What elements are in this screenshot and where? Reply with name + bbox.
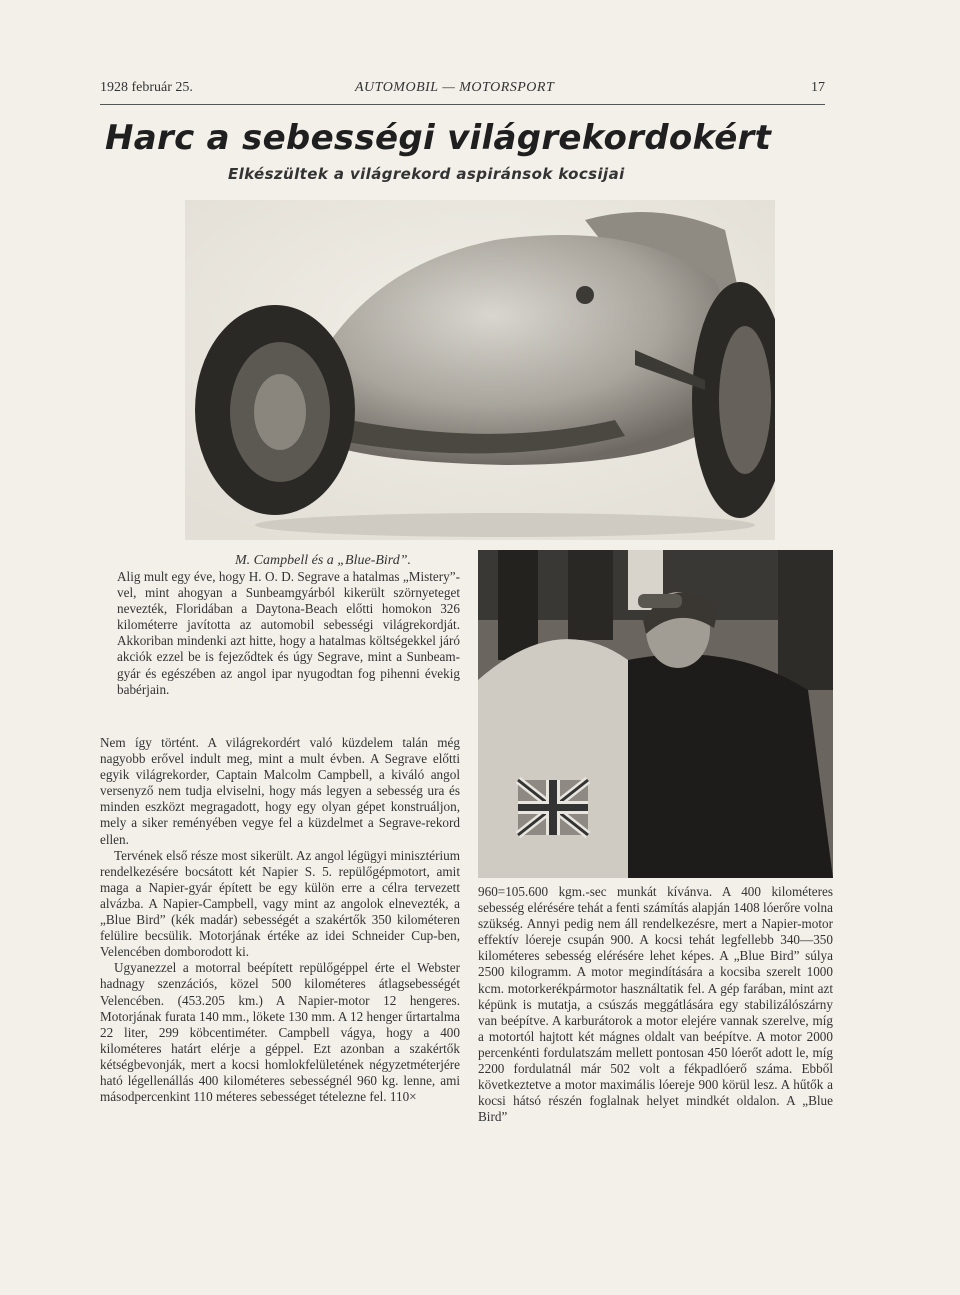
article-column-right xyxy=(478,884,833,1125)
paragraph-calculation: 960=105.600 kgm.-sec munkát kívánva. A 400 kilométeres sebesség elérésére tehát a fenti számítás alapján 1408 lóerőre volna szükség. Annyi pedig nem áll rendelkezésre, mert a Napier-motor effektív lóereje csupán 900. A kocsi tehát legfellebb 340—350 kilométeres sebesség elérésére lehet képes. A „Blue Bird” súlya 2500 kilogramm. A motor megindítására a kocsiba szerelt 1000 kcm. motorkerékpármotor használtatik fel. A gép farában, mint azt képünk is mutatja, a csúszás meggátlására egy stabilizálószárny van beépítve. A karburátorok a motor elejére vannak szerelve, míg a motortól hajtott két mágnes oldalt van beépítve. A motor 2000 percenkénti fordulatszám mellett pontosan 450 lóerőt adott le, míg 2200 fordulatnál már 502 volt a fékpadlóerő száma. Ebből következtetve a motor maximális lóereje 900 körül lesz. A hűtők a kocsi hátsó részén foglalnak helyet mindkét oldalon. A „Blue Bird” xyxy=(478,884,833,1125)
header-divider xyxy=(100,104,825,105)
car-photo xyxy=(185,200,775,540)
journal-name: AUTOMOBIL — MOTORSPORT xyxy=(355,80,555,95)
article-subtitle: Elkészültek a világrekord aspiránsok kocsijai xyxy=(228,165,625,183)
issue-date: 1928 február 25. xyxy=(100,80,193,95)
running-header xyxy=(100,80,825,102)
paragraph-intro: Alig mult egy éve, hogy H. O. D. Segrave a hatalmas „Mistery”-vel, mint ahogyan a Sunbeamgyárból kikerült szörnyeteget nevezték, Floridában a Daytona-Beach előtti homokon 326 kilométerre javította az automobil sebességi világrekordját. Akkoriban mindenki azt hitte, hogy a hatalmas költségekkel járó akciók ezzel be is fejeződtek és úgy Segrave, mint a Sunbeam-gyár és egészében az angol ipar nyugodtan fog pihenni évekig babérjain. xyxy=(117,569,460,697)
car-photo-caption: M. Campbell és a „Blue-Bird”. xyxy=(235,553,412,568)
article-column-left-bottom xyxy=(100,735,460,1105)
union-jack-icon xyxy=(518,780,588,835)
paragraph-napier-motor: Tervének első része most sikerült. Az angol légügyi minisztérium rendelkezésére bocsátott két Napier S. 5. repülőgépmotort, amit maga a Napier-gyár épített be egy külön erre a célra tervezett alvázba. A Napier-Campbell, vagy mint az angolok elnevezték, a „Blue Bird” (kék madár) sebességét a szakértők 350 kilométeren felülire becsülik. Motorjának értéke az idei Schneider Cup-ben, Velencében domborodott ki. xyxy=(100,847,460,960)
page-number: 17 xyxy=(811,80,825,95)
paragraph-engine-specs: Ugyanezzel a motorral beépített repülőgéppel érte el Webster hadnagy szenzációs, közel 500 kilométeres átlagsebességét Velencében. (453.205 km.) A Napier-motor 12 hengeres. Motorjának furata 140 mm., lökete 130 mm. A 12 henger űrtartalma 22 liter, 299 köbcentiméter. Campbell vágya, hogy a 400 kilométeres határt elérje a géppel. Ezt azonban a szakértők kétségbevonják, mert a kocsi homlokfelületének négyzetméterjére ható légellenállás 400 kilométeres sebességnél 960 kg. lenne, ami másodpercenkint 110 méteres sebességet tételezne fel. 110× xyxy=(100,960,460,1105)
article-column-left-top xyxy=(117,569,460,698)
article-title: Harc a sebességi világrekordokért xyxy=(105,118,772,158)
campbell-portrait-photo xyxy=(478,550,833,878)
paragraph-campbell: Nem így történt. A világrekordért való küzdelem talán még nagyobb erővel indult meg, mint a mult évben. A Segrave előtti egyik világrekorder, Captain Malcolm Campbell, a kiváló angol versenyző nem tudja elviselni, hogy más legyen a sebesség ura és minden eszközt megragadott, hogy egy olyan gépet konstruáljon, mely a siker reményében vegye fel a küzdelmet a Segrave-rekord ellen. xyxy=(100,735,460,847)
